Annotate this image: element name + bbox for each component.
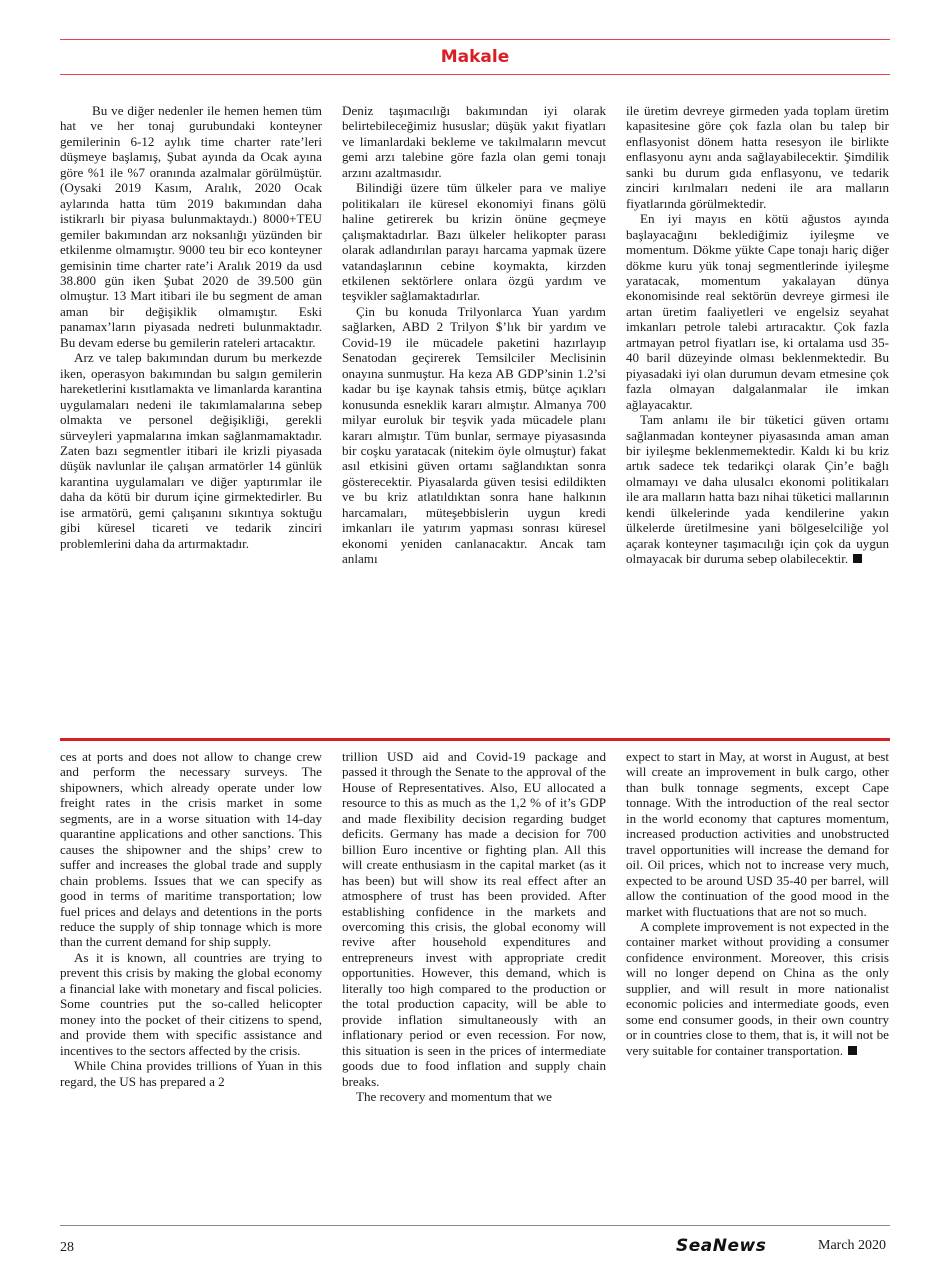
paragraph: ces at ports and does not allow to change crew and perform the necessary surveys. The shipowners, which already operate under low freight rates in the crisis market in some segments, are in a worse situation with 14-day quarantine applications and other sanctions. This causes the shipowner and the ships’ crew to suffer and increases the global trade and supply chain problems. Issues that we can specify as good in terms of maritime transportation; low fuel prices and delays and detentions in the ports reduce the supply of ship tonnage which is more than the current demand for ship supply. [60, 749, 322, 950]
paragraph: The recovery and momentum that we [356, 1088, 552, 1104]
paragraph: Arz ve talep bakımından durum bu merkezde iken, operasyon bakımından bu salgın gemilerin hareketlerini kısıtlamakta ve limanlarda karantina uygulamaları nedeni ile takımlamalarına sebep olmakta ve personel değişikliği, gerekli sürveyleri yapmalarına imkan sağlanmamaktadır. Zaten bazı segmentler itibari ile krizli piyasada düşük navlunlar ile çalışan armatörler 14 günlük karantina uygulamaları ve diğer yaptırımlar ile daha da kötü bir durum içine girmektedirler. Bu ise armatörü, gemi çalışanını sıkıntıya soktuğu gibi küresel ticareti ve tedarik zinciri problemlerini daha da artırmaktadır. [60, 350, 322, 551]
paragraph: Çin bu konuda Trilyonlarca Yuan yardım sağlarken, ABD 2 Trilyon $’lık bir yardım ve Covid-19 ile mücadele paketini hazırlayıp Senatodan geçirerek Temsilciler Meclisinin onayına sunmuştur. Ha keza AB GDP’sinin 1.2’si kadar bu işe kaynak tahsis etmiş, bütçe açıkları konusunda esneklik kararı almıştır. Almanya 700 milyar euroluk bir teşvik yada mücadele planı kararı almıştır. Tüm bunlar, sermaye piyasasında bir coşku yaratacak (nitekim öyle olmuştur) fakat asıl etkisini güven ortamı sağlandıktan sonra gösterecektir. Piyasalarda güven tesisi edildikten ve bu kriz atlatıldıktan sonra hane halkının harcamaları, müteşebbislerin uygun kredi imkanları ile yatırım yapması sonrası küresel ekonomi yeniden canlanacaktır. Ancak tam anlamı [342, 303, 606, 567]
english-column-2 [342, 749, 606, 1104]
paragraph: Bilindiği üzere tüm ülkeler para ve maliye politikaları ile küresel ekonomiyi finans gölü haline getirerek bu krizin önüne geçmeye çalışmaktadırlar. Bazı ülkeler helikopter parası olarak adlandırılan parayı harcama yapmak üzere vatandaşlarının cebine koymakta, kirzden etkilenen sektörlere onlara özgü yardım ve teşvikler sağlamaktadırlar. [342, 180, 606, 304]
paragraph: expect to start in May, at worst in August, at best will create an improvement in bulk cargo, other than bulk tonnage segments, except Cape tonnage. With the introduction of the real sector in the world economy that captures momentum, increased production activities and unobstructed travel opportunities will increase the demand for oil. Oil prices, which not to increase very much, expected to be around USD 35-40 per barrel, will allow the continuation of the good mood in the market with fluctuations that are not so much. [626, 749, 889, 919]
paragraph-text: A complete improvement is not expected in the container market without providing a consumer confidence environment. Moreover, this crisis will no longer depend on China as the only supplier, and will result in more nationalist economic policies and intermediate goods, even some end consumer goods, in their own country or in countries close to them, that is, it will not be very suitable for container transportation. [626, 918, 889, 1058]
paragraph: Bu ve diğer nedenler ile hemen hemen tüm hat ve her tonaj gurubundaki konteyner gemilerinin 6-12 aylık time charter rate’leri düşmeye başlamış, Şubat ayında da Ocak ayına göre %1 ile %7 oranında azalmalar görülmüştür. (Oysaki 2019 Kasım, Aralık, 2020 Ocak aylarında hatta tüm 2019 bakımından daha istikrarlı bir piyasa bulunmaktaydı.) 8000+TEU gemiler bakımından arz noksanlığı yüzünden bir etkilenme olmamıştır. 9000 teu bir eco konteyner gemisinin time charter rate’i Aralık 2019 da usd 38.800 gün iken Şubat 2020 de 39.500 gün olmuştur. 13 Mart itibari ile bu segment de aman aman bir değişiklik olmamıştır. Eski panamax’ların piyasada nedreti bulunmaktadır. Bu devam ederse bu gemilerin rateleri artacaktır. [60, 103, 322, 350]
turkish-column-3 [626, 103, 889, 567]
turkish-column-2 [342, 103, 606, 567]
turkish-column-1 [60, 103, 322, 551]
section-title: Makale [440, 47, 510, 67]
paragraph-text: Tam anlamı ile bir tüketici güven ortamı sağlanmadan konteyner piyasasında aman aman bir iyileşme beklenmemektedir. Kaldı ki bu kriz artık sadece tek tedarikçi olarak Çin’e bağlı olmamayı ve daha ulusalcı ekonomi politikaları ile ara malların hatta bazı nihai tüketici mallarının kendi ülkelerinde yada kendilerine yakın ülkelerde üretilmesine yani bölgeselciliğe yol açarak konteyner taşımacılığı için çok da uygun olmayacak bir duruma sebep olabilecektir. [626, 412, 889, 567]
paragraph: As it is known, all countries are trying to prevent this crisis by making the global economy a financial lake with monetary and fiscal policies. Some countries put the so-called helicopter money into the pocket of their citizens to spend, and provide them with specific assistance and incentives to the sectors affected by the crisis. [60, 949, 322, 1058]
end-mark-icon [853, 554, 862, 563]
paragraph [626, 412, 889, 567]
end-mark-icon [848, 1046, 857, 1055]
paragraph: En iyi mayıs en kötü ağustos ayında başlayacağını beklediğimiz iyileşme ve momentum. Dökme yükte Cape tonajı hariç diğer dökme kuru yük tonaj segmentlerinde iyileşme yaratacak, momentum yakalayan dünya ekonomisinde real sektörün devreye girmesi ile artan üretim faaliyetleri ve engelsiz seyahat imkanları petrole talebi artıracaktır. Çok fazla artmayan petrol fiyatları ise, ki ortalama usd 35-40 baril düzeyinde olması beklenmektedir. Bu piyasadaki iyi olan durumun devam etmesine çok fazla olmayan dalgalanmalar ile imkan ağlayacaktır. [626, 211, 889, 412]
publication-logo: SeaNews [676, 1236, 767, 1256]
english-column-1 [60, 749, 322, 1089]
paragraph [626, 919, 889, 1058]
paragraph: trillion USD aid and Covid-19 package and passed it through the Senate to the approval of the House of Representatives. Also, EU allocated a resource to this as much as the 1,2 % of it’s GDP and made flexibility decision regarding budget deficits. Germany has made a decision for 700 billion Euro incentive or fighting plan. All this will create enthusiasm in the capital market (as it has been) but will show its real effect after an atmosphere of trust has been provided. After establishing confidence in the markets and overcoming this crisis, the global economy will revive after household expenditures and entrepreneurs invest with appropriate credit opportunities. However, this demand, which is literally too high compared to the production or the total production capacity, will be able to provide inflation simultaneously with an inflationary period or even recession. For now, this situation is seen in the prices of intermediate goods due to food inflation and supply chain breaks. [342, 749, 606, 1089]
paragraph: Deniz taşımacılığı bakımından iyi olarak belirtebileceğimiz hususlar; düşük yakıt fiyatları ve limanlardaki bekleme ve takılmaların mevcut gemi arzı talebine göre fazla olan gemi tonajı arzını azaltmasıdır. [342, 103, 606, 180]
footer-rule [60, 1225, 890, 1226]
header-top-rule [60, 39, 890, 40]
header-bottom-rule [60, 74, 890, 75]
language-divider [60, 738, 890, 741]
paragraph: While China provides trillions of Yuan in this regard, the US has prepared a 2 [60, 1058, 322, 1089]
issue-date: March 2020 [818, 1238, 887, 1253]
paragraph: ile üretim devreye girmeden yada toplam üretim kapasitesine göre çok fazla olan bu talep bir enflasyonist dönem hatta resesyon ile birlikte enflasyonu aynı anda sağlayabilecektir. Şimdilik sanki bu durum gıda enflasyonu, ve tedarik zinciri kırılmaları nedeni ile ara malların fiyatlarında görülmektedir. [626, 103, 889, 211]
page-number: 28 [60, 1240, 74, 1255]
english-column-3 [626, 749, 889, 1058]
